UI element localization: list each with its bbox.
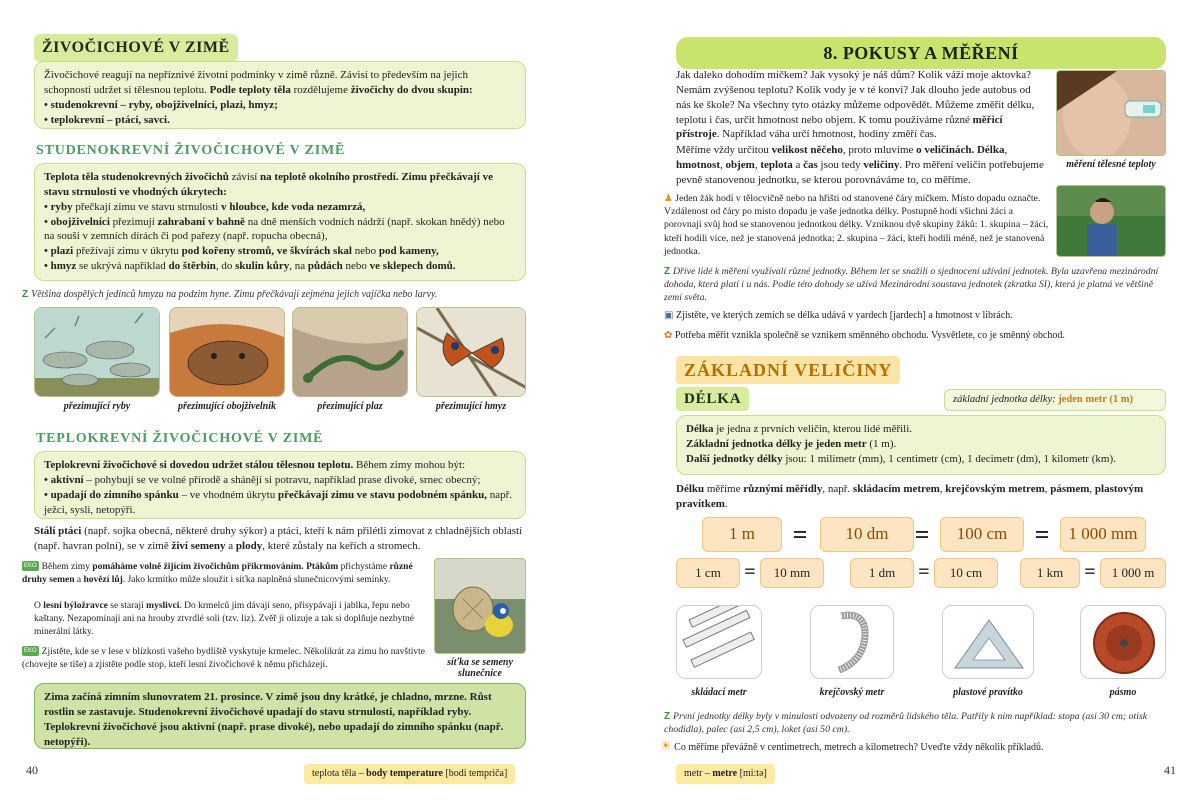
fish-icon	[35, 308, 160, 397]
quantities-paragraph	[676, 143, 1048, 188]
trade-task	[664, 329, 1164, 343]
eko-feeder-task	[22, 646, 427, 672]
unit-1000m: 1 000 m	[1100, 558, 1166, 588]
q-text: jsou tedy	[820, 158, 861, 171]
measure-text: , např.	[822, 483, 851, 495]
measure-text: různými měřidly	[743, 483, 823, 495]
eko-text: O	[34, 601, 41, 611]
cold-text: přečkávají ve stavu strnulosti ve vhodných úkrytech:	[44, 171, 493, 198]
measure-paragraph	[676, 482, 1166, 512]
insect-note	[22, 288, 532, 302]
eko-text: Ptákům	[306, 562, 339, 572]
lizard-icon	[293, 308, 408, 397]
measure-text: Délku	[676, 483, 705, 495]
cold-text: ve sklepech domů.	[369, 260, 456, 273]
base-unit-note	[944, 389, 1166, 411]
equals-sign: =	[1034, 520, 1050, 549]
caption-ruler: plastové pravítko	[953, 687, 1023, 698]
measure-text: krejčovským metrem	[945, 483, 1045, 495]
chapter-title: 8. POKUSY A MĚŘENÍ	[676, 37, 1166, 69]
bird-caption-2: slunečnice	[458, 668, 502, 679]
eko-text: různé druhy semen	[22, 562, 413, 585]
q-text: a	[795, 158, 801, 171]
warm-section-title: TEPLOKREVNÍ ŽIVOČICHOVÉ V ZIMĚ	[36, 431, 324, 446]
page-number: 40	[26, 763, 38, 777]
vocab-term: metr –	[684, 768, 710, 779]
eko-text: pomáháme volně žijícím živočichům přikrmováním.	[92, 562, 304, 572]
cold-text: pod kameny,	[378, 245, 439, 258]
body-units-note	[664, 710, 1166, 736]
warm-text: Během zimy mohou být:	[356, 459, 466, 471]
cold-text: půdách	[307, 260, 343, 273]
cold-text: Teplota těla studenokrevných živočichů	[44, 171, 229, 183]
caption-tailor-tape: krejčovský metr	[819, 687, 885, 698]
measure-text: ,	[939, 483, 943, 495]
cold-box	[34, 163, 526, 281]
intro-bold: měřicí přístroje	[676, 113, 1003, 141]
unit-1km: 1 km	[1020, 558, 1080, 588]
cold-text: na teplotě okolního prostředí.	[260, 171, 399, 183]
butterfly-icon	[417, 308, 526, 397]
cold-text: se ukrývá například	[79, 260, 166, 273]
length-text: jsou: 1 milimetr (mm), 1 centimetr (cm), 1 decimetr (dm), 1 kilometr (km).	[785, 452, 1116, 465]
q-text: ,	[720, 158, 723, 171]
tailor-tape-icon	[811, 606, 894, 679]
q-text: , proto mluvíme	[842, 144, 914, 156]
si-note-text: Dříve lidé k měření využívali různé jednotky. Během let se snažili o sjednocení užívání jednotek. Byla uzavřena mezinárodní dohoda, která platí i u nás. Podle této dohody se užívá Mezinárodní soustava jednotek (zkratka SI), která je platná ve většině zemí světa.	[664, 266, 1159, 304]
cold-text: , na	[289, 260, 306, 273]
q-text: objem	[725, 158, 755, 171]
toad-illustration	[169, 307, 285, 397]
eko-text: Zjistěte, kde se v lese v blízkosti vašeho bydliště vyskytuje krmelec. Několikrát za zimu ho navštivte (chovejte se tiše) a zjistěte podle stop, kteří lesní živočichové k němu přicházejí.	[22, 647, 426, 670]
birds-paragraph	[34, 524, 526, 554]
q-text: o veličinách.	[916, 144, 975, 156]
throw-photo	[1056, 185, 1166, 257]
q-text: ,	[1004, 144, 1008, 156]
vocab-footer	[676, 764, 775, 784]
section-title: ZÁKLADNÍ VELIČINY	[676, 356, 900, 384]
measure-text: ,	[1089, 483, 1093, 495]
length-text: Délka	[686, 423, 714, 435]
caption-fish: přezimující ryby	[63, 401, 131, 412]
length-subtitle: DÉLKA	[676, 387, 749, 411]
q-text: čas	[803, 158, 818, 171]
birds-text: , které zůstaly na keřích a stromech.	[262, 539, 421, 552]
q-text: hmotnost	[676, 158, 721, 171]
eko-feeding	[22, 561, 427, 587]
cold-text: nebo	[354, 245, 377, 258]
cold-bullet-reptiles: • plazi	[44, 245, 74, 258]
caption-tape: pásmo	[1109, 687, 1137, 698]
unit-10cm: 10 cm	[934, 558, 998, 588]
cold-text: nebo	[345, 260, 367, 273]
base-unit-value: jeden metr (1 m)	[1058, 394, 1134, 405]
intro-text: Jak daleko dohodím míčkem? Jak vysoký je náš dům? Kolik váží moje aktovka? Nemám zvýšenou teplotu? Kolik vody je v té konvi? Jak dlouho jede autobus od nás ke škole? Na všechny tyto otázky můžeme odpovědět. Můžeme změřit délku, teplotu i čas, určit hmotnost nebo objem. K tomu používáme různé	[676, 69, 1035, 126]
measure-text: plastovým pravítkem	[676, 483, 1144, 510]
cold-bullet-fish: • ryby	[44, 200, 73, 213]
folding-rule-photo	[676, 605, 762, 679]
measuring-tape-photo	[1080, 605, 1166, 679]
z-icon: Z	[664, 266, 670, 277]
unit-1000mm: 1 000 mm	[1060, 517, 1146, 552]
vocab-english: body temperature	[366, 768, 443, 779]
vocab-pronunciation: [bodi tempriča]	[445, 768, 508, 779]
left-page	[0, 0, 560, 800]
equals-sign: =	[1084, 561, 1096, 583]
eko-text: a	[76, 574, 82, 585]
tape-measure-photo	[810, 605, 894, 679]
cold-text: přečkají zimu ve stavu strnulosti	[75, 200, 219, 213]
insect-note-text: Většina dospělých jedinců hmyzu na podzim hyne. Zimu přečkávají zejména jejich vajíčka nebo larvy.	[31, 289, 438, 300]
q-text: ,	[754, 158, 758, 171]
q-text: teplota	[760, 158, 793, 171]
eko-text: přichystáme	[340, 562, 388, 572]
warm-text: přečkávají zimu ve stavu podobném spánku,	[277, 488, 488, 501]
eko-text: . Do krmelců jim dávají seno, přisypávají i jablka, řepu nebo kaštany. Nezapomínají ani na hrouby ztvrdlé soli (tzv. liz). Zvěř ji olizuje a tak si doplňuje nezbytné minerální látky.	[34, 601, 414, 637]
cold-text: skulin kůry	[235, 260, 290, 273]
intro-text-2: rozdělujeme	[293, 83, 348, 96]
caption-folding-rule: skládací metr	[691, 687, 747, 698]
q-text: veličiny	[863, 158, 900, 171]
intro-bold: Podle teploty těla	[209, 83, 291, 96]
equals-sign: =	[914, 520, 930, 549]
z-icon: Z	[22, 289, 29, 300]
summary-text: Zima začíná zimním slunovratem 21. prosince. V zimě jsou dny krátké, je chladno, mrzne. Růst rostlin se zastavuje. Studenokrevní živočichové upadají do stavu strnulosti, například ryby. Teplokrevní živočichové jsou aktivní (např. prase divoké), nebo upadají do zimního spánku (např. netopýři).	[44, 691, 504, 748]
length-text: (1 m).	[869, 437, 897, 450]
vocab-term: teplota těla –	[312, 768, 364, 779]
computer-icon: ▣	[664, 310, 674, 321]
equals-sign: =	[792, 520, 808, 549]
unit-1dm: 1 dm	[850, 558, 914, 588]
eko-foresters	[34, 600, 427, 638]
intro-text: . Například váha určí hmotnost, hodiny změří čas.	[716, 128, 937, 141]
length-text: Základní jednotka délky je jeden metr	[686, 437, 867, 450]
q-text: . Pro měření veličin potřebujeme pevně stanovenou jednotku, se kterou porovnáváme to, co měříme.	[676, 158, 1044, 186]
tape-reel-icon	[1081, 606, 1166, 679]
eko-icon: EKO	[22, 646, 39, 656]
throw-activity	[664, 192, 1050, 258]
intro-box	[34, 61, 526, 129]
q-text: velikost něčeho	[771, 144, 843, 156]
throw-text: Jeden žák hodí v tělocvičně nebo na hřišti od stanovené čáry míčkem. Místo dopadu označte. Vzdálenost od čáry po místo dopadu je vaše jednotka délky. Postupně hodí všichni žáci a porovnají svůj hod se stanovenou jednotkou délky. Vzniknou dvě skupiny žáků: 1. skupina – žáci, kteří hodili více, než je stanovená jednotka; 2. skupina – žáci, kteří hodili méně, než je stanovená jednotka.	[664, 193, 1049, 257]
si-note	[664, 265, 1164, 305]
yard-task	[664, 309, 1164, 323]
base-unit-label: základní jednotka délky:	[953, 394, 1056, 405]
birds-text: (např. sojka obecná, některé druhy sýkor) a ptáci, kteří k nám přilétli zimovat z chladnějších oblastí (např. havran polní), se v zimě	[34, 525, 523, 552]
cold-text: přežívají zimu v úkrytu	[75, 245, 179, 258]
measure-text: měříme	[706, 483, 741, 495]
vocab-footer	[304, 764, 515, 784]
measure-text: ,	[1044, 483, 1048, 495]
trade-task-text: Potřeba měřit vznikla společně se vznikem směnného obchodu. Vysvětlete, co je směnný obchod.	[674, 330, 1065, 341]
caption-amphibian: přezimující obojživelník	[177, 401, 277, 412]
q-text: Měříme vždy určitou	[676, 144, 769, 156]
cold-text: zahrabaní v bahně	[157, 215, 245, 228]
puzzle-icon: ✿	[664, 330, 673, 341]
cold-text: závisí	[231, 171, 258, 183]
birds-text: plody	[235, 539, 263, 552]
eko-text: Během zimy	[41, 562, 90, 572]
thermometer-photo	[1056, 70, 1166, 156]
cold-text: pod kořeny stromů, ve škvírách skal	[181, 245, 352, 258]
body-units-text: První jednotky délky byly v minulosti odvozeny od rozměrů lidského těla. Patřily k nim například: stopa (asi 30 cm; otisk chodidla), palec (asi 2,5 cm), loket (asi 50 cm).	[664, 711, 1148, 736]
vocab-pronunciation: [mi:tə]	[739, 768, 767, 779]
equals-sign: =	[918, 561, 930, 583]
lizard-illustration	[292, 307, 408, 397]
measure-text: .	[724, 497, 728, 510]
warm-bullet-sleep: • upadají do zimního spánku	[44, 488, 179, 501]
unit-10dm: 10 dm	[820, 517, 914, 552]
examples-task	[660, 738, 1166, 756]
cold-bullet-amphibians: • obojživelníci	[44, 215, 110, 228]
length-text: je jedna z prvních veličin, kterou lidé měřili.	[716, 423, 913, 435]
caption-insect: přezimující hmyz	[435, 401, 507, 412]
bird-icon	[435, 559, 526, 654]
eko-text: se starají	[110, 601, 144, 611]
warm-bullet-active: • aktivní	[44, 473, 84, 486]
warm-text: – pohybují se ve volné přírodě a shánějí si potravu, například prase divoké, srnec obecný;	[86, 473, 481, 486]
cold-text: v hloubce, kde voda nezamrzá,	[221, 200, 366, 213]
intro-bullet-cold: • studenokrevní – ryby, obojživelníci, plazi, hmyz;	[44, 98, 278, 111]
birds-text: a	[228, 539, 234, 552]
unit-1cm: 1 cm	[676, 558, 740, 588]
examples-task-text: Co měříme převážně v centimetrech, metrech a kilometrech? Uveďte vždy několik příkladů.	[674, 742, 1044, 753]
cold-text: , do	[215, 260, 233, 273]
cold-bullet-insects: • hmyz	[44, 260, 77, 273]
birds-text: živí semeny	[171, 539, 226, 552]
thermometer-caption: měření tělesné teploty	[1066, 159, 1156, 170]
measure-text: pásmem	[1050, 483, 1090, 495]
yard-task-text: Zjistěte, ve kterých zemích se délka udává v yardech [jardech] a hmotnost v librách.	[675, 310, 1013, 321]
eko-text: lesní býložravce	[43, 601, 108, 611]
folding-rule-icon	[677, 606, 762, 679]
vocab-english: metre	[712, 768, 738, 779]
intro-bullet-warm: • teplokrevní – ptáci, savci.	[44, 113, 170, 126]
butterfly-illustration	[416, 307, 526, 397]
page-number: 41	[1164, 763, 1176, 777]
eko-text: . Jako krmítko může sloužit i síťka naplněná slunečnicovými semínky.	[122, 574, 391, 585]
q-text: Délka	[976, 144, 1005, 156]
cold-text: Zimu	[401, 171, 428, 183]
eko-icon: EKO	[22, 561, 39, 571]
right-page	[640, 0, 1200, 800]
toad-icon	[170, 308, 285, 397]
page-title: ŽIVOČICHOVÉ V ZIMĚ	[34, 34, 238, 62]
cold-text: přezimují	[112, 215, 155, 228]
caption-reptile: přezimující plaz	[317, 401, 383, 412]
eko-text: hovězí lůj	[83, 574, 123, 585]
unit-100cm: 100 cm	[940, 517, 1024, 552]
birds-text: Stálí ptáci	[34, 525, 82, 537]
eko-text: myslivci	[146, 601, 180, 611]
warm-text: např. ježci, sysli, netopýři.	[44, 488, 513, 516]
warm-text: – ve vhodném úkrytu	[181, 488, 276, 501]
thermometer-icon	[1057, 71, 1166, 156]
equals-sign: =	[744, 561, 756, 583]
intro-text: Živočichové reagují na nepříznivé životní podmínky v zimě různě. Závisí to především na jejich schopnosti udržet si tělesnou teplotu.	[44, 69, 468, 96]
length-text: Další jednotky délky	[686, 452, 783, 465]
cold-text: na dně menších vodních nádrží (např. skokan hnědý) nebo na souši v zemních dírách či pod pařezy (např. ropucha obecná),	[44, 215, 505, 243]
summary-box	[34, 683, 526, 749]
ruler-photo	[942, 605, 1034, 679]
intro-paragraph	[676, 68, 1048, 142]
unit-1m: 1 m	[702, 517, 782, 552]
cold-section-title: STUDENOKREVNÍ ŽIVOČICHOVÉ V ZIMĚ	[36, 143, 346, 158]
sun-icon: ☀	[660, 739, 672, 754]
unit-10mm: 10 mm	[760, 558, 824, 588]
kids-icon: ♟	[664, 193, 673, 204]
cold-text: do štěrbin	[168, 260, 216, 273]
bird-caption-1: síťka se semeny	[447, 657, 513, 668]
length-box	[676, 415, 1166, 475]
fish-illustration	[34, 307, 160, 397]
warm-text: Teplokrevní živočichové si dovedou udržet stálou tělesnou teplotu.	[44, 459, 354, 471]
child-icon	[1057, 186, 1166, 257]
triangle-ruler-icon	[943, 606, 1034, 679]
intro-bold-2: živočichy do dvou skupin:	[350, 83, 473, 96]
bird-feeder-photo	[434, 558, 526, 654]
warm-box	[34, 451, 526, 519]
z-icon: Z	[664, 711, 670, 722]
measure-text: skládacím metrem	[852, 483, 940, 495]
